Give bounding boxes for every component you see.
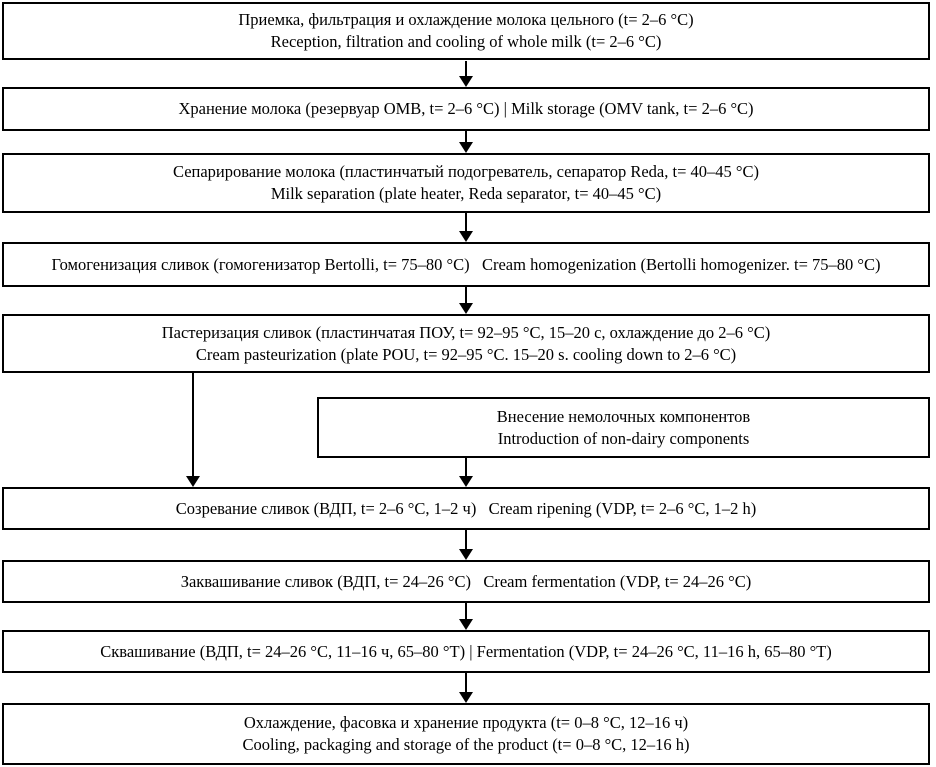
arrow-stem [465,603,467,620]
flow-box-milk-storage [2,87,930,131]
flow-box-reception [2,2,930,60]
arrow-down-icon [459,619,473,630]
flow-box-reception-text-en: Reception, filtration and cooling of whole milk (t= 2–6 °C) [270,32,662,51]
flow-box-cream-pasteurization-text-en: Cream pasteurization (plate POU, t= 92–95 °C. 15–20 s. cooling down to 2–6 °C) [195,344,737,364]
flow-box-non-dairy-components [317,397,930,458]
arrow-separation-to-homogenization [458,213,474,242]
arrow-ripening-to-fermentation-start [458,530,474,560]
arrow-pasteurization-to-ripening [185,373,201,487]
flow-box-cream-ripening-text: Созревание сливок (ВДП, t= 2–6 °С, 1–2 ч) Cream ripening (VDP, t= 2–6 °C, 1–2 h) [175,498,757,518]
arrow-non-dairy-to-ripening [458,458,474,487]
arrow-down-icon [459,476,473,487]
arrow-stem [465,530,467,550]
arrow-stem [465,673,467,693]
flow-box-non-dairy-components-text-en: Introduction of non-dairy components [497,428,750,448]
arrow-stem [465,213,467,232]
flow-box-milk-separation [2,153,930,213]
arrow-reception-to-storage [458,61,474,87]
flow-box-reception-text-ru: Приемка, фильтрация и охлаждение молока цельного (t= 2–6 °С) [238,10,694,30]
flow-box-cream-fermentation-start-text: Заквашивание сливок (ВДП, t= 24–26 °С) Cream fermentation (VDP, t= 24–26 °C) [180,571,752,591]
arrow-stem [465,458,467,477]
arrow-down-icon [459,142,473,153]
arrow-down-icon [459,76,473,87]
flow-box-cream-ripening [2,487,930,530]
flow-box-cooling-packaging-storage-text-ru: Охлаждение, фасовка и хранение продукта (t= 0–8 °С, 12–16 ч) [243,713,689,733]
flow-box-cooling-packaging-storage [2,703,930,765]
flow-box-cream-pasteurization-text-ru: Пастеризация сливок (пластинчатая ПОУ, t= 92–95 °С, 15–20 с, охлаждение до 2–6 °С) [161,322,771,342]
flow-box-milk-separation-text-en: Milk separation (plate heater, Reda separator, t= 40–45 °C) [270,184,662,203]
arrow-fermentation-to-cooling [458,673,474,703]
arrow-stem [465,287,467,304]
flow-box-cooling-packaging-storage-text-en: Cooling, packaging and storage of the product (t= 0–8 °C, 12–16 h) [242,735,690,754]
arrow-stem [192,373,194,477]
arrow-homogenization-to-pasteurization [458,287,474,314]
arrow-down-icon [459,231,473,242]
flow-box-milk-storage-text: Хранение молока (резервуар ОМВ, t= 2–6 °С) | Milk storage (OMV tank, t= 2–6 °C) [178,99,754,119]
flow-box-cream-homogenization [2,242,930,287]
flow-box-milk-separation-text-ru: Сепарирование молока (пластинчатый подогреватель, сепаратор Reda, t= 40–45 °С) [173,162,759,182]
flow-box-cream-homogenization-text: Гомогенизация сливок (гомогенизатор Bertolli, t= 75–80 °С) Cream homogenization (Bertolli homogenizer. t= 75–80 °C) [51,254,881,274]
flow-box-cream-pasteurization [2,314,930,373]
flow-box-fermentation-text: Сквашивание (ВДП, t= 24–26 °С, 11–16 ч, 65–80 °Т) | Fermentation (VDP, t= 24–26 °C, 11–16 h, 65–80 °T) [100,641,832,661]
flow-box-non-dairy-components-text-ru: Внесение немолочных компонентов [496,406,751,426]
arrow-storage-to-separation [458,131,474,153]
flow-box-fermentation [2,630,930,673]
arrow-stem [465,61,467,77]
arrow-down-icon [459,692,473,703]
flow-box-cream-fermentation-start [2,560,930,603]
arrow-down-icon [459,303,473,314]
arrow-down-icon [186,476,200,487]
arrow-fermentation-start-to-fermentation [458,603,474,630]
arrow-down-icon [459,549,473,560]
